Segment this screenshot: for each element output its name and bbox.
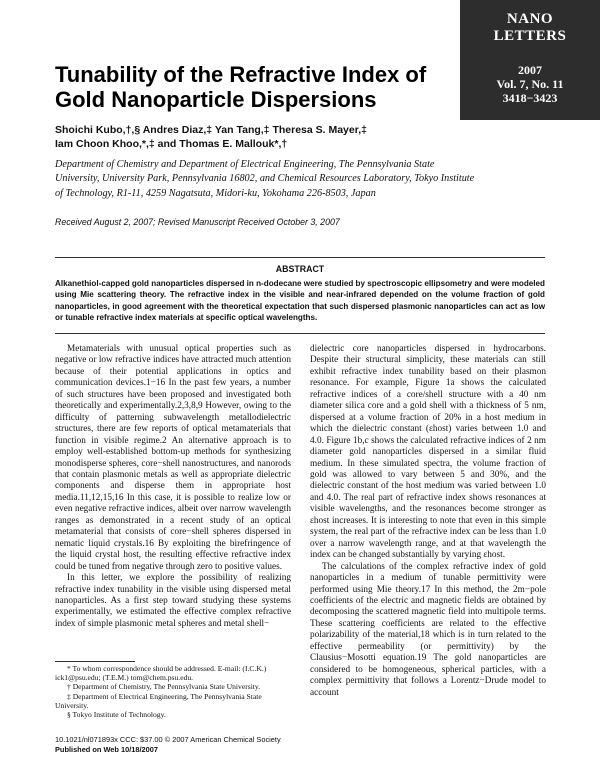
doi-block <box>55 735 305 754</box>
author-list <box>55 123 475 151</box>
body-paragraph: The calculations of the complex refractive index of gold nanoparticles in a medium of tunable permittivity were performed using Mie theory.17 In this method, the 2m−pole coefficients of the electric and magnetic fields are obtained by decomposing the scattered magnetic field into multipole terms. These scattering coefficients are related to the effective polarizability of the material,18 which is in turn related to the effective permeability (or permittivity) by the Clausius−Mosotti equation.19 The gold nanoparticles are considered to be homogeneous, spherical particles, with a complex permittivity that follows a Lorentz−Drude model to account <box>310 561 546 698</box>
footnote-corresponding: * To whom correspondence should be addressed. E-mail: (I.C.K.) ick1@psu.edu; (T.E.M.) tom@chem.psu.edu. <box>55 664 267 683</box>
article-title <box>55 62 455 112</box>
abstract-bottom-rule <box>55 333 545 334</box>
footnote-chemistry: † Department of Chemistry, The Pennsylvania State University. <box>67 682 261 692</box>
journal-year: 2007 <box>518 63 542 77</box>
journal-pages: 3418−3423 <box>502 91 558 105</box>
journal-name-line2: LETTERS <box>493 28 567 44</box>
title-line1: Tunability of the Refractive Index of <box>55 62 427 87</box>
title-line2: Gold Nanoparticle Dispersions <box>55 87 377 112</box>
body-column-right <box>310 344 546 699</box>
received-dates: Received August 2, 2007; Revised Manuscript Received October 3, 2007 <box>55 217 340 227</box>
authors-line2: Iam Choon Khoo,*,‡ and Thomas E. Mallouk*,† <box>55 138 288 150</box>
publication-date: Published on Web 10/18/2007 <box>55 744 158 754</box>
body-paragraph: In this letter, we explore the possibility of realizing refractive index tunability in the visible using dispersed metal nanoparticles. As a first step toward studying these systems experimentally, we estimated the effective complex refractive index of simple plasmonic metal spheres and metal shell− <box>55 573 291 629</box>
affiliation: Department of Chemistry and Department of Electrical Engineering, The Pennsylvania State University, University Park, Pennsylvania 16802, and Chemical Resources Laboratory, Tokyo Institute of Technology, R1-11, 4259 Nagatsuta, Midori-ku, Yokohama 226-8503, Japan <box>55 159 475 199</box>
body-paragraph: dielectric core nanoparticles dispersed in hydrocarbons. Despite their structural simplicity, these materials can still exhibit refractive index tunability based on their plasmon resonance. For example, Figure 1a shows the calculated refractive indices of a core/shell structure with a 40 nm diameter silica core and a gold shell with a thickness of 5 nm, dispersed at a volume fraction of 20% in a host medium in which the dielectric constant (εhost) varies between 1.0 and 4.0. Figure 1b,c shows the calculated refractive indices of 2 nm diameter gold nanoparticles dispersed in a similar fluid medium. In these simulated spectra, the volume fraction of gold was allowed to vary between 5 and 30%, and the dielectric constant of the host medium was varied between 1.0 and 4.0. The real part of refractive index shows resonances at visible wavelengths, and the resonances become stronger as εhost increases. It is interesting to note that even in this simple system, the real part of the refractive index can be less than 1.0 over a narrow wavelength range, and at that wavelength the index can be changed substantially by varying εhost. <box>310 344 546 561</box>
journal-badge <box>460 0 600 120</box>
footnote-electrical: ‡ Department of Electrical Engineering, The Pennsylvania State University. <box>55 691 262 710</box>
abstract-heading: ABSTRACT <box>275 264 325 274</box>
body-paragraph: Metamaterials with unusual optical properties such as negative or low refractive indices have attracted much attention because of their potential applications in optics and communication devices.1−16 In the past few years, a number of such structures have been proposed and investigated both theoretically and experimentally.2,3,8,9 However, owing to the difficulty of patterning subwavelength metallodielectric structures, there are few reports of optical metamaterials that function in visible regime.2 An alternative approach is to employ well-established bottom-up methods for synthesizing monodisperse spheres, core−shell nanostructures, and nanorods that contain plasmonic metals as well as appropriate dielectric components and disperse them in appropriate host media.11,12,15,16 In this case, it is possible to realize low or even negative refractive indices, albeit over narrow wavelength ranges as demonstrated in a recent study of an optical metamaterial that consists of core−shell spheres dispersed in nematic liquid crystals.16 By exploiting the birefringence of the liquid crystal host, the resulting effective refractive index could be tuned from negative through zero to positive values. <box>55 344 291 572</box>
journal-volume: Vol. 7, No. 11 <box>496 77 564 91</box>
footnote-rule <box>55 661 135 662</box>
doi-line: 10.1021/nl071893x CCC: $37.00 © 2007 American Chemical Society <box>55 735 281 744</box>
abstract-top-rule <box>55 257 545 258</box>
journal-name-line1: NANO <box>506 11 554 27</box>
body-column-left <box>55 344 291 630</box>
footnotes <box>55 664 291 719</box>
authors-line1: Shoichi Kubo,†,§ Andres Diaz,‡ Yan Tang,‡ Theresa S. Mayer,‡ <box>55 124 367 136</box>
abstract-text: Alkanethiol-capped gold nanoparticles dispersed in n-dodecane were studied by spectroscopic ellipsometry and were modeled using Mie scattering theory. The refractive index in the visible and near-infrared depended on the volume fraction of gold nanoparticles, in good agreement with the theoretical expectation that such dispersed plasmonic nanoparticles can act as low or tunable refractive index materials at specific optical wavelengths. <box>55 279 545 322</box>
footnote-tokyo: § Tokyo Institute of Technology. <box>67 710 166 720</box>
